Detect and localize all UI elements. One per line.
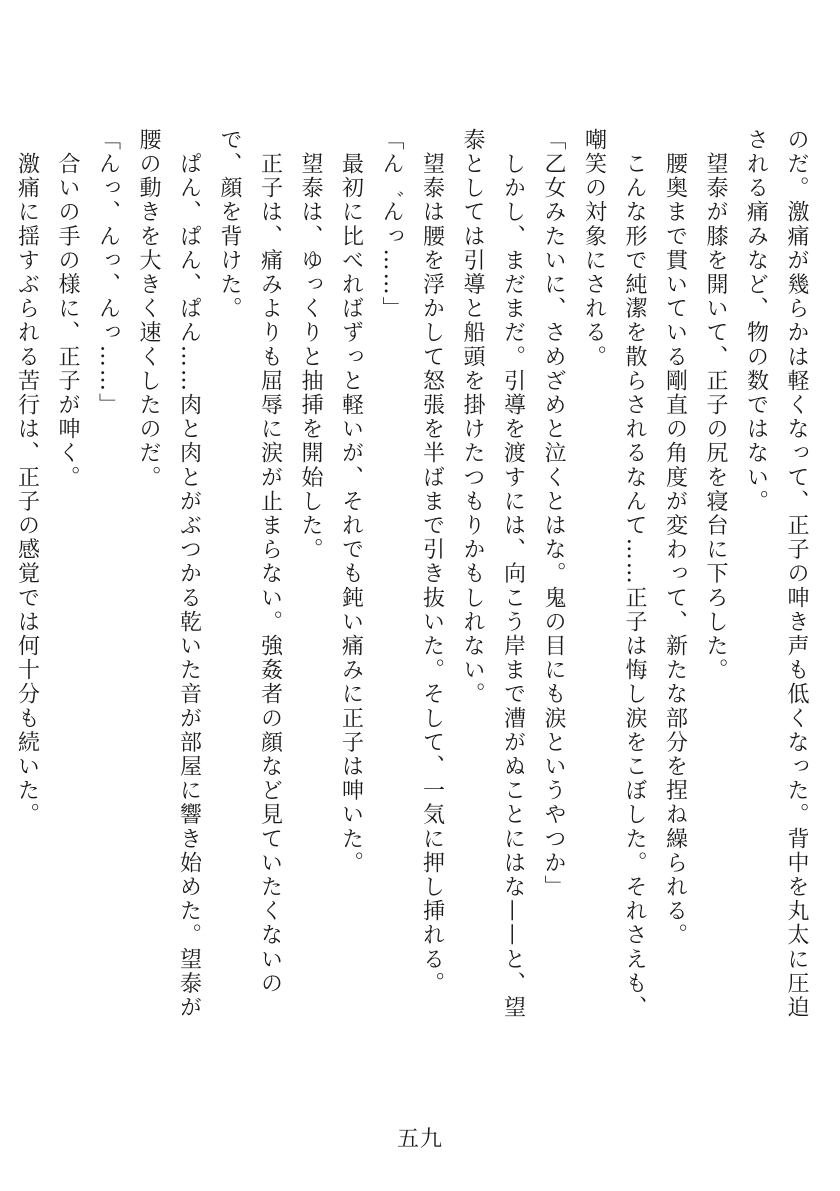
paragraph: 合いの手の様に、正子が呻く。 [55, 128, 80, 490]
paragraph: 腰奥まで貫いている剛直の角度が変わって、新たな部分を捏ね繰られる。 [662, 128, 688, 948]
dialogue: 「んっ、んっ、んっ……」 [95, 128, 121, 418]
paragraph: しかし、まだまだ。引導を渡すには、向こう岸まで漕がぬことにはな——と、望泰としては引導と船頭を掛けたつもりかもしれない。 [460, 128, 526, 1020]
paragraph: 望泰は腰を浮かして怒張を半ばまで引き抜いた。そして、一気に押し挿れる。 [419, 128, 445, 996]
page-number: 五九 [396, 1127, 443, 1152]
paragraph: 最初に比べればずっと軽いが、それでも鈍い痛みに正子は呻いた。 [338, 128, 364, 876]
dialogue: 「乙女みたいに、さめざめと泣くとはな。鬼の目にも涙というやつか」 [541, 128, 566, 900]
paragraph: こんな形で純潔を散らされるなんて……正子は悔し涙をこぼした。それさえも、嘲笑の対象にされる。 [581, 128, 647, 1020]
paragraph: 激痛に揺すぶられる苦行は、正子の感覚では何十分も続いた。 [14, 128, 40, 827]
paragraph: 正子は、痛みよりも屈辱に涙が止まらない。強姦者の顔など見ていたくないので、顔を背けた。 [217, 128, 283, 996]
paragraph: ぱん、ぱん、ぱん……肉と肉とがぶつかる乾いた音が部屋に響き始めた。望泰が腰の動きを大きく速くしたのだ。 [136, 128, 202, 1020]
paragraph: 望泰は、ゆっくりと抽挿を開始した。 [298, 128, 323, 562]
paragraph: のだ。激痛が幾らかは軽くなって、正子の呻き声も低くなった。背中を丸太に圧迫される痛みなど、物の数ではない。 [743, 128, 809, 1020]
paragraph: 望泰が膝を開いて、正子の尻を寝台に下ろした。 [703, 128, 728, 683]
vertical-text-body [14, 128, 816, 1028]
dialogue: 「ん゛んっ……」 [379, 128, 404, 321]
